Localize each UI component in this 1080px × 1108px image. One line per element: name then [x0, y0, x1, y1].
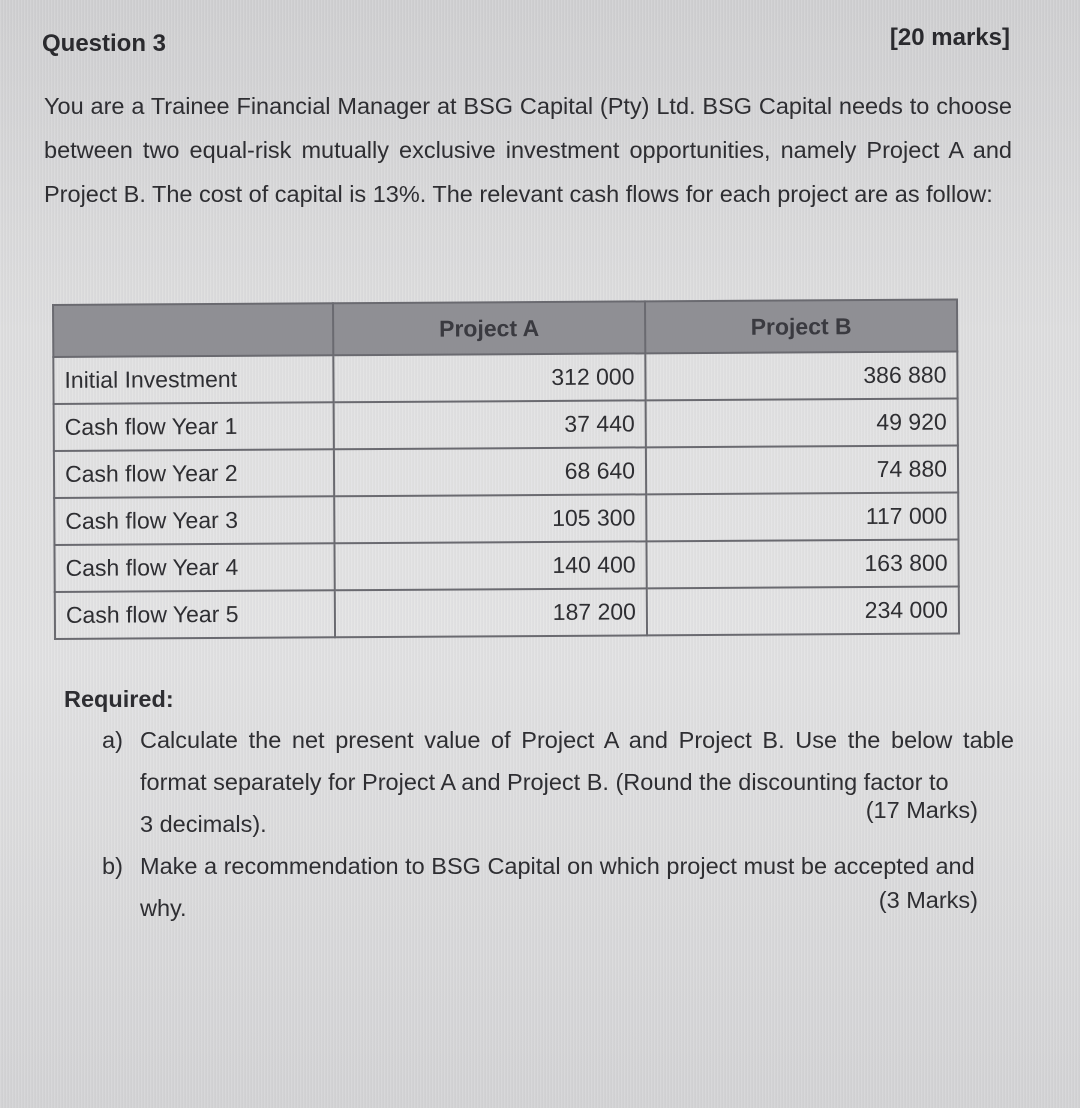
table-row	[55, 586, 959, 639]
table-row	[54, 445, 958, 498]
row-label: Cash flow Year 5	[55, 590, 335, 639]
item-letter: b)	[102, 853, 123, 879]
project-a-value: 105 300	[334, 494, 646, 543]
table-row	[53, 351, 957, 404]
project-a-value: 187 200	[335, 588, 647, 637]
required-item-b	[64, 845, 1014, 929]
row-label: Cash flow Year 3	[54, 496, 334, 545]
question-title: Question 3	[42, 30, 167, 57]
item-text: Calculate the net present value of Project A and Project B. Use the below table format separately for Project A and Project B. (Round the discounting factor to	[140, 727, 1014, 795]
item-text: Make a recommendation to BSG Capital on which project must be accepted and	[140, 853, 975, 879]
row-label: Initial Investment	[53, 355, 333, 404]
project-b-value: 386 880	[645, 351, 957, 400]
required-section	[64, 686, 1014, 929]
question-marks: [20 marks]	[889, 24, 1010, 51]
intro-text: You are a Trainee Financial Manager at BSG Capital (Pty) Ltd. BSG Capital needs to choose between two equal-risk mutually exclusive investment opportunities, namely Project A and Project B. The cost of capital is 13%. The relevant cash flows for each project are as follow:	[44, 93, 1012, 207]
project-a-value: 68 640	[334, 447, 646, 496]
row-label: Cash flow Year 1	[54, 402, 334, 451]
cash-flow-table	[52, 298, 960, 640]
project-a-value: 140 400	[334, 541, 646, 590]
item-text-last-line: 3 decimals).	[140, 811, 267, 837]
project-b-value: 117 000	[646, 492, 958, 541]
project-a-value: 37 440	[334, 400, 646, 449]
table-header-project-a: Project A	[333, 301, 645, 355]
project-b-value: 234 000	[647, 586, 959, 635]
table-row	[54, 398, 958, 451]
row-label: Cash flow Year 2	[54, 449, 334, 498]
project-b-value: 49 920	[646, 398, 958, 447]
table-header-blank	[53, 303, 333, 357]
intro-paragraph	[44, 84, 1012, 216]
table-row	[54, 539, 958, 592]
project-b-value: 74 880	[646, 445, 958, 494]
item-letter: a)	[102, 727, 123, 753]
item-marks: (17 Marks)	[865, 797, 978, 823]
table-row	[54, 492, 958, 545]
table-header-row	[53, 299, 957, 357]
table-header-project-b: Project B	[645, 299, 957, 353]
project-b-value: 163 800	[646, 539, 958, 588]
project-a-value: 312 000	[333, 353, 645, 402]
required-title: Required:	[64, 686, 174, 712]
item-marks: (3 Marks)	[878, 887, 978, 913]
row-label: Cash flow Year 4	[54, 543, 334, 592]
required-item-a	[64, 719, 1014, 845]
item-text-last-line: why.	[140, 895, 187, 921]
